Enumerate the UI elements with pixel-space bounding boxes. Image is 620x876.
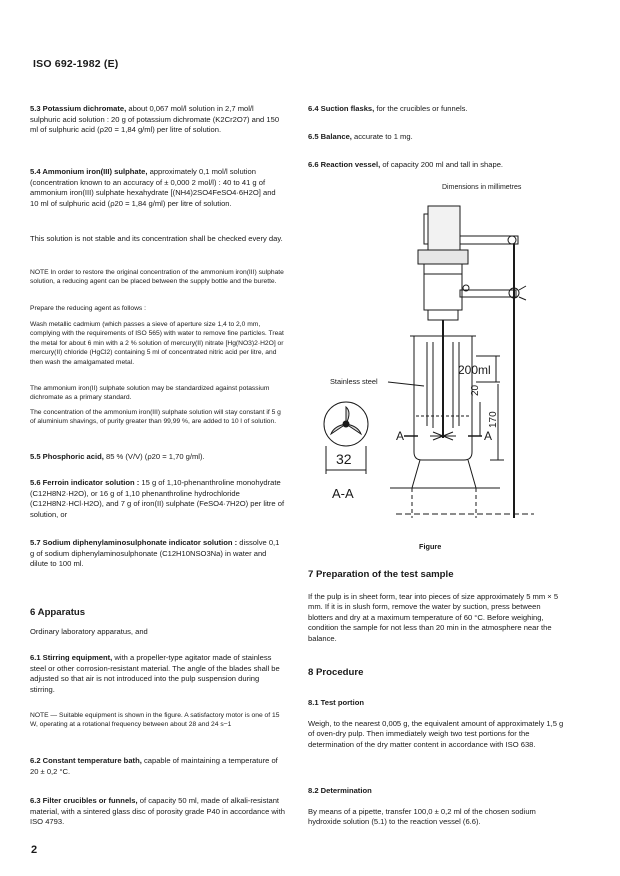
- section-text: By means of a pipette, transfer 100,0 ± 0,2 ml of the chosen sodium hydroxide solution (5.1) to the reaction vessel (6.6).: [308, 806, 536, 827]
- section-heading: 6.2 Constant temperature bath,: [30, 756, 142, 765]
- section-heading: 5.6 Ferroin indicator solution :: [30, 478, 140, 487]
- label-section-aa: A-A: [332, 486, 354, 501]
- label-section-a-left: A: [396, 429, 405, 443]
- section-text: approximately 0,1 mol/l solution (concentration known to an accuracy of ± 0,000 2 mol/l) : 40 to 41 g of ammonium iron(III) sulphate hexahydrate [(NH4)2SO4FeSO4·6H2O] and 10 ml of sulphuric acid (ρ20 = 1,84 g/ml) per litre of solution.: [30, 167, 276, 208]
- figure-caption: Figure: [419, 542, 442, 551]
- section-5-7: [30, 538, 285, 570]
- section-text: with a propeller-type agitator made of stainless steel or other corrosion-resistant material. The angle of the blades shall be adjusted so that air is not introduced into the pulp suspension during stirring.: [30, 653, 280, 694]
- section-heading: 5.7 Sodium diphenylaminosulphonate indicator solution :: [30, 538, 238, 547]
- paragraph-concentration: The concentration of the ammonium iron(III) sulphate solution will stay constant if 5 g of aluminium shavings, of purity greater than 99,99 %, are added to 10 l of solution.: [30, 409, 281, 426]
- section-text: Ordinary laboratory apparatus, and: [30, 626, 148, 636]
- section-6-3: [30, 796, 285, 828]
- section-5-6: [30, 478, 285, 520]
- section-text: 15 g of 1,10-phenanthroline monohydrate (C12H8N2·H2O), or 16 g of 1,10 phenanthroline hydrochloride (C12H8N2·HCl·H2O), and 7 g of iron(II) sulphate (FeSO4·7H2O) per litre of solution, or: [30, 478, 285, 519]
- section-5-3: [30, 104, 285, 136]
- paragraph-wash: Wash metallic cadmium (which passes a sieve of aperture size 1,4 to 2,0 mm, complying with the requirements of ISO 565) with water to remove fine particles. Treat the metal for about 6 min with a 2 % solution of mercury(II) nitrate [Hg(NO3)2·H2O] or mercury(II) chloride (HgCl2) containing 5 ml of concentrated nitric acid per litre, and then wash the amalgamated metal.: [30, 321, 284, 366]
- paragraph-prepare: Prepare the reducing agent as follows :: [30, 305, 146, 312]
- page-number: 2: [31, 844, 38, 856]
- section-6-4: [308, 104, 566, 115]
- section-heading: 8.2 Determination: [308, 786, 372, 795]
- section-8: [308, 668, 566, 679]
- label-170: 170: [488, 411, 499, 428]
- section-7: [308, 570, 566, 645]
- section-heading: 7 Preparation of the test sample: [308, 569, 454, 580]
- section-heading: 6.6 Reaction vessel,: [308, 160, 381, 169]
- section-heading: 8 Procedure: [308, 667, 364, 678]
- label-section-a-right: A: [484, 429, 493, 443]
- section-text: If the pulp is in sheet form, tear into pieces of size approximately 5 mm × 5 mm. If it is in slush form, remove the water by suction, press between blotters and dry at a maximum temperature of 60 °C. Before weighing, condition the sample for not less than 20 min in the atmosphere near the balance.: [308, 591, 559, 643]
- section-heading: 5.4 Ammonium iron(III) sulphate,: [30, 167, 148, 176]
- section-6-5: [308, 132, 566, 143]
- section-heading: 6.3 Filter crucibles or funnels,: [30, 796, 138, 805]
- section-8-1: [308, 698, 566, 750]
- section-text: 85 % (V/V) (ρ20 = 1,70 g/ml).: [105, 452, 205, 461]
- section-text: about 0,067 mol/l solution in 2,7 mol/l sulphuric acid solution : 20 g of potassium dichromate (K2Cr2O7) and 150 ml of sulphuric acid (ρ20 = 1,84 g/ml) per litre of solution.: [30, 104, 280, 135]
- section-5-5: [30, 452, 285, 463]
- section-6: [30, 608, 285, 637]
- paragraph-standardized: The ammonium iron(II) sulphate solution may be standardized against potassium dichromate as a primary standard.: [30, 385, 270, 402]
- section-6-2: [30, 756, 285, 777]
- section-text: dissolve 0,1 g of sodium diphenylaminosulphonate (C12H10NSO3Na) in water and dilute to 100 ml.: [30, 538, 280, 569]
- section-text: of capacity 200 ml and tall in shape.: [382, 160, 504, 169]
- section-heading: 8.1 Test portion: [308, 698, 364, 707]
- section-heading: 5.5 Phosphoric acid,: [30, 452, 104, 461]
- note-1: NOTE In order to restore the original concentration of the ammonium iron(III) sulphate solution, a reducing agent can be placed between the supply bottle and the burette.: [30, 269, 284, 286]
- section-heading: 6.1 Stirring equipment,: [30, 653, 113, 662]
- section-8-2: [308, 786, 566, 828]
- section-5-4: [30, 167, 285, 209]
- label-stainless-steel: Stainless steel: [330, 377, 378, 386]
- section-6-6: [308, 160, 566, 171]
- document-header: ISO 692-1982 (E): [33, 58, 119, 70]
- section-heading: 6.4 Suction flasks,: [308, 104, 375, 113]
- section-text: accurate to 1 mg.: [354, 132, 413, 141]
- section-heading: 6.5 Balance,: [308, 132, 352, 141]
- paragraph-stable: This solution is not stable and its concentration shall be checked every day.: [30, 234, 283, 243]
- stirring-apparatus-figure: [300, 196, 570, 536]
- note-2: NOTE — Suitable equipment is shown in the figure. A satisfactory motor is one of 15 W, operating at a rotational frequency between about 28 and 24 s−1: [30, 712, 280, 729]
- section-text: for the crucibles or funnels.: [376, 104, 468, 113]
- section-text: Weigh, to the nearest 0,005 g, the equivalent amount of approximately 1,5 g of oven-dry pulp. Then immediately weigh two test portions for the determination of the dry matter content in accordance with ISO 638.: [308, 718, 564, 749]
- section-heading: 6 Apparatus: [30, 607, 86, 618]
- dimensions-note: Dimensions in millimetres: [442, 184, 522, 191]
- label-20: 20: [470, 384, 481, 396]
- label-32: 32: [336, 451, 352, 467]
- label-200ml: 200ml: [458, 363, 491, 377]
- section-6-1: [30, 653, 285, 695]
- section-heading: 5.3 Potassium dichromate,: [30, 104, 127, 113]
- section-text: of capacity 50 ml, made of alkali-resistant material, with a sintered glass disc of porosity grade P40 in accordance with ISO 4793.: [30, 796, 285, 827]
- section-text: capable of maintaining a temperature of 20 ± 0,2 °C.: [30, 756, 278, 776]
